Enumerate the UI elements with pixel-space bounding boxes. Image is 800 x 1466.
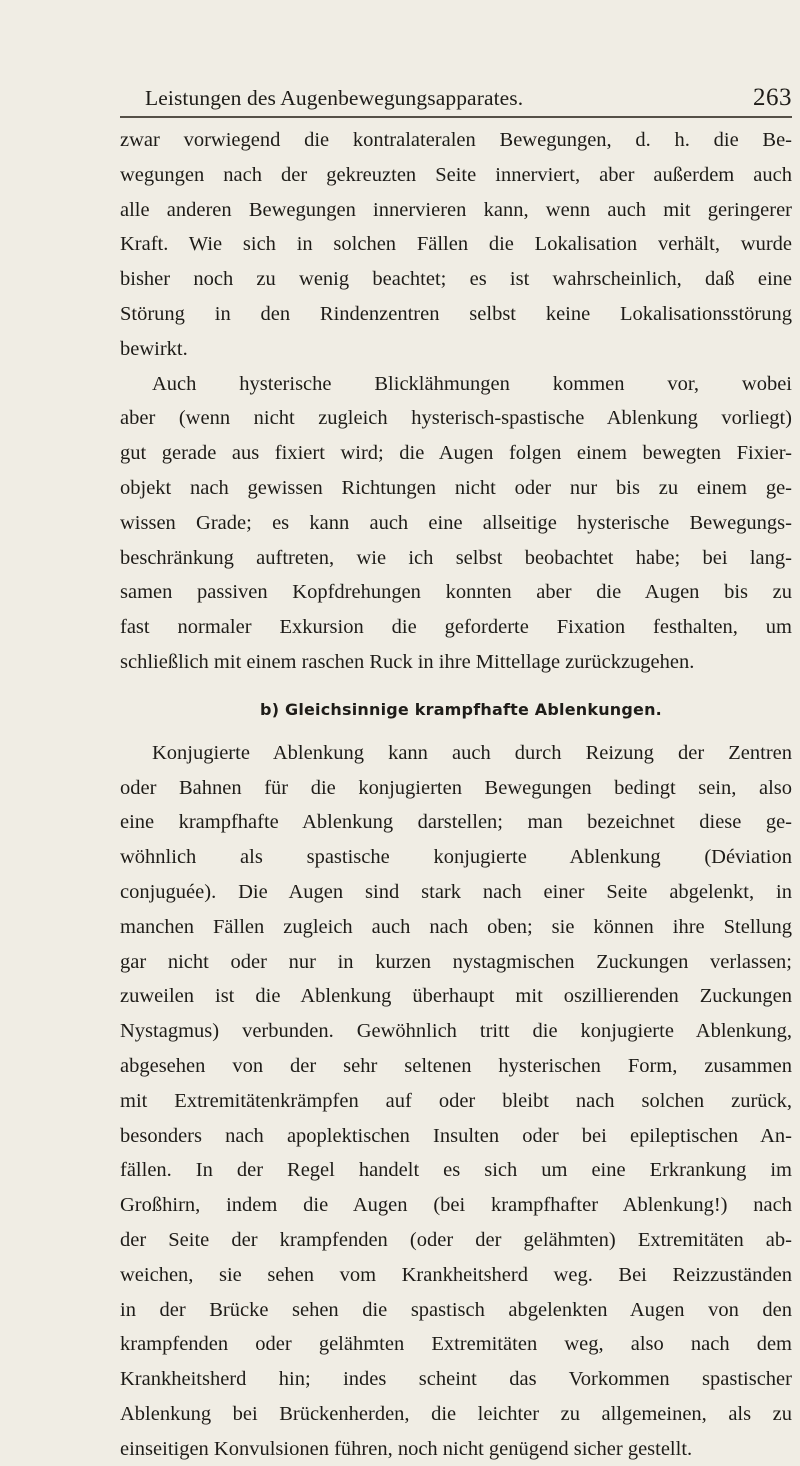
text-line: samen passiven Kopfdrehungen konnten aber die Augen bis zu [120, 581, 792, 604]
text-line: in der Brücke sehen die spastisch abgelenkten Augen von den [120, 1298, 792, 1321]
text-line: krampfenden oder gelähmten Extremitäten weg, also nach dem [120, 1333, 792, 1356]
text-line: Auch hysterische Blicklähmungen kommen vor, wobei [152, 372, 792, 395]
text-line: beschränkung auftreten, wie ich selbst beobachtet habe; bei lang- [120, 546, 792, 569]
section-subheading: b) Gleichsinnige krampfhafte Ablenkungen. [260, 699, 662, 719]
text-line: gut gerade aus fixiert wird; die Augen folgen einem bewegten Fixier- [120, 442, 792, 465]
text-line: Großhirn, indem die Augen (bei krampfhafter Ablenkung!) nach [120, 1194, 792, 1217]
text-line: fällen. In der Regel handelt es sich um eine Erkrankung im [120, 1159, 792, 1182]
running-title: Leistungen des Augenbewegungsapparates. [145, 86, 524, 110]
text-line: Nystagmus) verbunden. Gewöhnlich tritt die konjugierte Ablenkung, [120, 1020, 792, 1043]
paragraph-1 [120, 123, 792, 367]
header-rule [120, 116, 792, 118]
text-line: wöhnlich als spastische konjugierte Ablenkung (Déviation [120, 846, 792, 869]
text-line: manchen Fällen zugleich auch nach oben; sie können ihre Stellung [120, 915, 792, 938]
text-line: Ablenkung bei Brückenherden, die leichter zu allgemeinen, als zu [120, 1402, 792, 1425]
text-line: Konjugierte Ablenkung kann auch durch Reizung der Zentren [152, 741, 792, 764]
text-line: mit Extremitätenkrämpfen auf oder bleibt nach solchen zurück, [120, 1089, 792, 1112]
text-line: Kraft. Wie sich in solchen Fällen die Lokalisation verhält, wurde [120, 233, 792, 256]
text-line: oder Bahnen für die konjugierten Bewegungen bedingt sein, also [120, 776, 792, 799]
text-line: fast normaler Exkursion die geforderte Fixation festhalten, um [120, 616, 792, 639]
text-line: der Seite der krampfenden (oder der gelähmten) Extremitäten ab- [120, 1228, 792, 1251]
text-line: schließlich mit einem raschen Ruck in ihre Mittellage zurückzugehen. [120, 650, 695, 673]
text-line: einseitigen Konvulsionen führen, noch nicht genügend sicher gestellt. [120, 1437, 693, 1460]
text-line: weichen, sie sehen vom Krankheitsherd weg. Bei Reizzuständen [120, 1263, 792, 1286]
text-line: zwar vorwiegend die kontralateralen Bewegungen, d. h. die Be- [120, 129, 792, 151]
paragraph-2 [120, 367, 792, 680]
text-line: bisher noch zu wenig beachtet; es ist wahrscheinlich, daß eine [120, 268, 792, 291]
text-line: abgesehen von der sehr seltenen hysterischen Form, zusammen [120, 1054, 792, 1077]
text-line: besonders nach apoplektischen Insulten oder bei epileptischen An- [120, 1124, 792, 1147]
text-line: Störung in den Rindenzentren selbst keine Lokalisationsstörung [120, 302, 792, 325]
text-line: Krankheitsherd hin; indes scheint das Vorkommen spastischer [120, 1368, 792, 1391]
paragraph-3 [120, 736, 792, 1466]
text-line: objekt nach gewissen Richtungen nicht oder nur bis zu einem ge- [120, 476, 792, 499]
page-number: 263 [753, 84, 792, 111]
body-text [120, 123, 792, 1466]
running-head [118, 83, 792, 113]
text-line: zuweilen ist die Ablenkung überhaupt mit oszillierenden Zuckungen [120, 985, 792, 1008]
text-line: wissen Grade; es kann auch eine allseitige hysterische Bewegungs- [120, 511, 792, 534]
text-line: alle anderen Bewegungen innervieren kann, wenn auch mit geringerer [120, 198, 792, 221]
text-line: aber (wenn nicht zugleich hysterisch-spastische Ablenkung vorliegt) [120, 407, 792, 430]
text-line: conjuguée). Die Augen sind stark nach einer Seite abgelenkt, in [120, 880, 792, 903]
text-line: gar nicht oder nur in kurzen nystagmischen Zuckungen verlassen; [120, 950, 792, 973]
text-line: bewirkt. [120, 337, 188, 360]
text-line: eine krampfhafte Ablenkung darstellen; man bezeichnet diese ge- [120, 811, 792, 834]
text-line: wegungen nach der gekreuzten Seite innerviert, aber außerdem auch [120, 163, 792, 186]
